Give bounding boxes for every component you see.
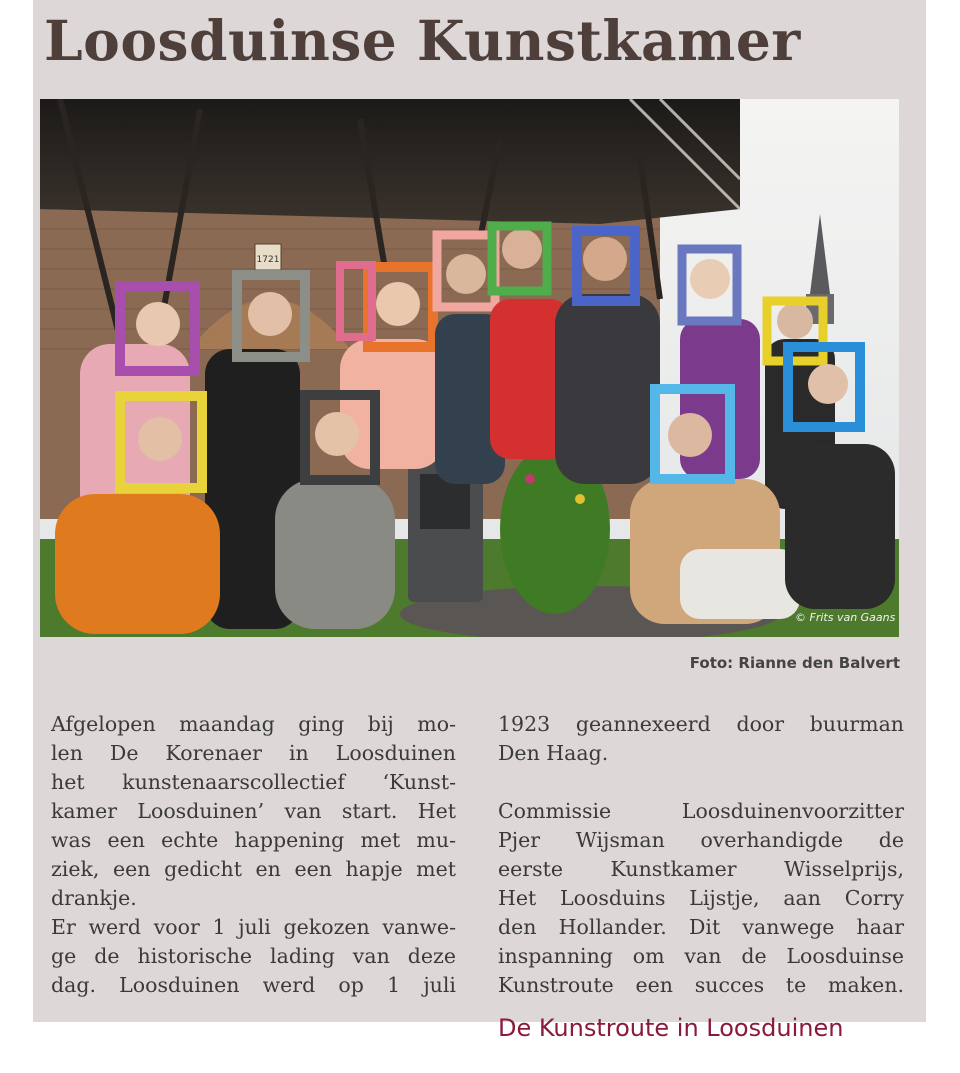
article-column-right xyxy=(498,710,904,1000)
caption: De Kunstroute in Loosduinen xyxy=(498,1014,844,1042)
text-line: 1923 geannexeerd door buurman xyxy=(498,712,904,736)
text-line: drankje. xyxy=(51,886,137,910)
article-column-left xyxy=(51,710,456,1000)
text-line: dag. Loosduinen werd op 1 juli xyxy=(51,973,456,997)
text-line: Pjer Wijsman overhandigde de xyxy=(498,828,904,852)
group-photo xyxy=(40,99,899,637)
text-line: was een echte happening met mu- xyxy=(51,828,456,852)
text-line: Commissie Loosduinenvoorzitter xyxy=(498,799,904,823)
text-line: den Hollander. Dit vanwege haar xyxy=(498,915,904,939)
text-line: kamer Loosduinen’ van start. Het xyxy=(51,799,456,823)
text-line: ge de historische lading van deze xyxy=(51,944,456,968)
mill-year-plaque: 1721 xyxy=(256,255,280,265)
text-line: Afgelopen maandag ging bij mo- xyxy=(51,712,456,736)
text-line: len De Korenaer in Loosduinen xyxy=(51,741,456,765)
text-line: inspanning om van de Loosduinse xyxy=(498,944,904,968)
text-line: Kunstroute een succes te maken. xyxy=(498,973,904,997)
text-line: het kunstenaarscollectief ‘Kunst- xyxy=(51,770,456,794)
text-line: Er werd voor 1 juli gekozen vanwe- xyxy=(51,915,456,939)
headline: Loosduinse Kunstkamer xyxy=(44,8,801,73)
text-line: Het Loosduins Lijstje, aan Corry xyxy=(498,886,904,910)
photo-credit: Foto: Rianne den Balvert xyxy=(689,654,900,672)
text-line: eerste Kunstkamer Wisselprijs, xyxy=(498,857,904,881)
photo-watermark: © Frits van Gaans xyxy=(795,611,896,624)
text-line: ziek, een gedicht en een hapje met xyxy=(51,857,456,881)
text-line: Den Haag. xyxy=(498,741,609,765)
